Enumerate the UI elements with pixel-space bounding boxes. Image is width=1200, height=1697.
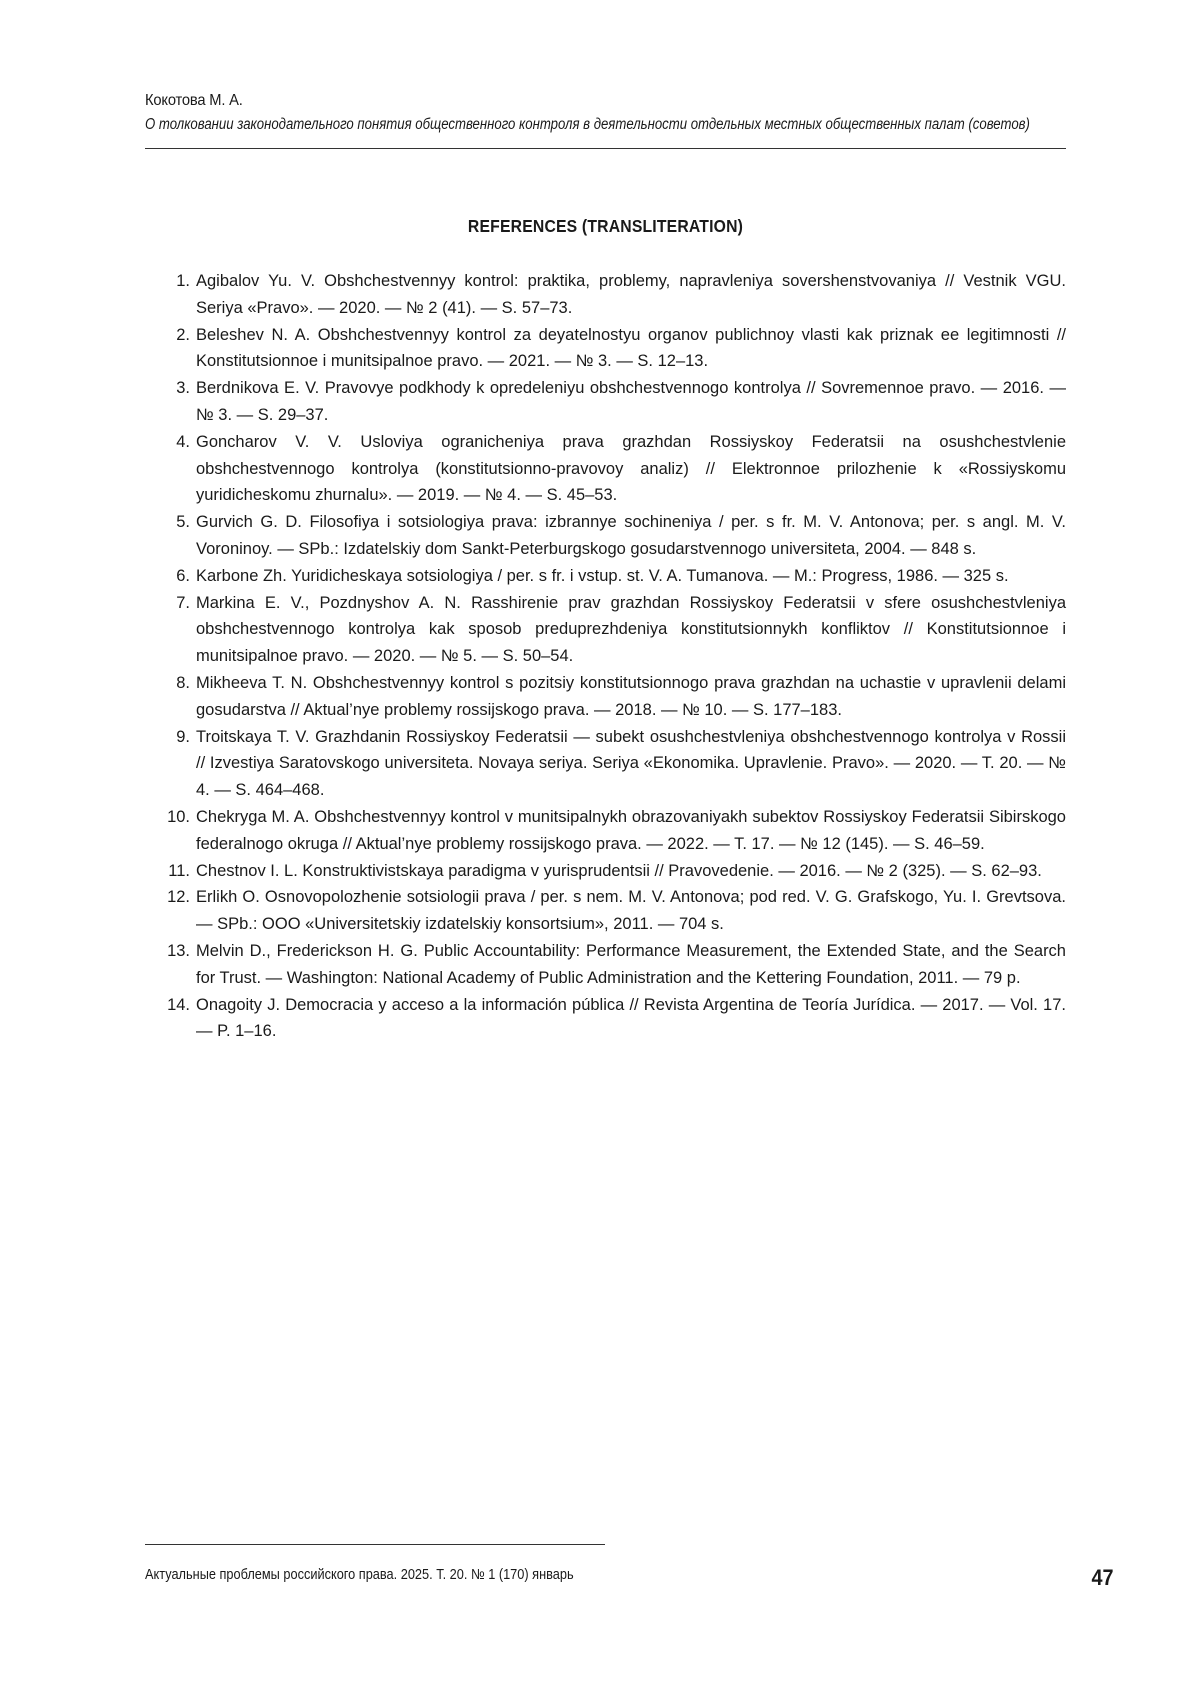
references-heading: REFERENCES (TRANSLITERATION) xyxy=(191,216,1020,237)
reference-text: Mikheeva T. N. Obshchestvennyy kontrol s pozitsiy konstitutsionnogo prava grazhdan na uchastie v upravlenii delami gosudarstva // Aktual’nye problemy rossijskogo prava. — 2018. — № 10. — S. 177–183. xyxy=(196,670,1066,724)
reference-number: 11. xyxy=(145,858,190,885)
reference-item xyxy=(145,804,1066,858)
reference-number: 13. xyxy=(145,938,190,965)
reference-text: Markina E. V., Pozdnyshov A. N. Rasshirenie prav grazhdan Rossiyskoy Federatsii v sfere osushchestvleniya obshchestvennogo kontrolya kak sposob preduprezhdeniya konstitutsionnykh konfliktov // Konstitutsionnoe i munitsipalnoe pravo. — 2020. — № 5. — S. 50–54. xyxy=(196,590,1066,670)
reference-item xyxy=(145,322,1066,376)
reference-item xyxy=(145,670,1066,724)
reference-item xyxy=(145,563,1066,590)
page-number: 47 xyxy=(1091,1565,1113,1591)
reference-text: Chekryga M. A. Obshchestvennyy kontrol v munitsipalnykh obrazovaniyakh subektov Rossiyskoy Federatsii Sibirskogo federalnogo okruga // Aktual’nye problemy rossijskogo prava. — 2022. — T. 17. — № 12 (145). — S. 46–59. xyxy=(196,804,1066,858)
reference-item xyxy=(145,724,1066,804)
reference-item xyxy=(145,375,1066,429)
reference-number: 9. xyxy=(145,724,190,751)
footer-divider xyxy=(145,1544,605,1545)
reference-text: Onagoity J. Democracia y acceso a la información pública // Revista Argentina de Teoría Jurídica. — 2017. — Vol. 17. — P. 1–16. xyxy=(196,992,1066,1046)
reference-number: 14. xyxy=(145,992,190,1019)
footer-journal-info: Актуальные проблемы российского права. 2025. Т. 20. № 1 (170) январь xyxy=(145,1567,574,1583)
reference-number: 3. xyxy=(145,375,190,402)
reference-number: 7. xyxy=(145,590,190,617)
reference-number: 6. xyxy=(145,563,190,590)
reference-text: Goncharov V. V. Usloviya ogranicheniya prava grazhdan Rossiyskoy Federatsii na osushchestvlenie obshchestvennogo kontrolya (konstitutsionno-pravovoy analiz) // Elektronnoe prilozhenie k «Rossiyskomu yuridicheskomu zhurnalu». — 2019. — № 4. — S. 45–53. xyxy=(196,429,1066,509)
reference-number: 12. xyxy=(145,884,190,911)
header-divider xyxy=(145,148,1066,149)
reference-item xyxy=(145,858,1066,885)
reference-number: 5. xyxy=(145,509,190,536)
reference-text: Agibalov Yu. V. Obshchestvennyy kontrol: praktika, problemy, napravleniya sovershenstvovaniya // Vestnik VGU. Seriya «Pravo». — 2020. — № 2 (41). — S. 57–73. xyxy=(196,268,1066,322)
reference-item xyxy=(145,884,1066,938)
reference-text: Melvin D., Frederickson H. G. Public Accountability: Performance Measurement, the Extended State, and the Search for Trust. — Washington: National Academy of Public Administration and the Kettering Foundation, 2011. — 79 p. xyxy=(196,938,1066,992)
reference-item xyxy=(145,938,1066,992)
running-header xyxy=(145,91,1065,135)
reference-number: 4. xyxy=(145,429,190,456)
reference-number: 2. xyxy=(145,322,190,349)
reference-text: Beleshev N. A. Obshchestvennyy kontrol za deyatelnostyu organov publichnoy vlasti kak priznak ee legitimnosti // Konstitutsionnoe i munitsipalnoe pravo. — 2021. — № 3. — S. 12–13. xyxy=(196,322,1066,376)
reference-item xyxy=(145,429,1066,509)
reference-item xyxy=(145,992,1066,1046)
reference-item xyxy=(145,590,1066,670)
reference-text: Gurvich G. D. Filosofiya i sotsiologiya prava: izbrannye sochineniya / per. s fr. M. V. Antonova; per. s angl. M. V. Voroninoy. — SPb.: Izdatelskiy dom Sankt-Peterburgskogo gosudarstvennogo universiteta, 2004. — 848 s. xyxy=(196,509,1066,563)
header-author: Кокотова М. А. xyxy=(145,91,991,111)
reference-item xyxy=(145,268,1066,322)
reference-number: 1. xyxy=(145,268,190,295)
reference-item xyxy=(145,509,1066,563)
reference-number: 10. xyxy=(145,804,190,831)
reference-text: Chestnov I. L. Konstruktivistskaya paradigma v yurisprudentsii // Pravovedenie. — 2016. — № 2 (325). — S. 62–93. xyxy=(196,858,1066,885)
reference-text: Karbone Zh. Yuridicheskaya sotsiologiya / per. s fr. i vstup. st. V. A. Tumanova. — M.: Progress, 1986. — 325 s. xyxy=(196,563,1066,590)
reference-number: 8. xyxy=(145,670,190,697)
references-list xyxy=(145,268,1066,1045)
reference-text: Berdnikova E. V. Pravovye podkhody k opredeleniyu obshchestvennogo kontrolya // Sovremennoe pravo. — 2016. — № 3. — S. 29–37. xyxy=(196,375,1066,429)
reference-text: Erlikh O. Osnovopolozhenie sotsiologii prava / per. s nem. M. V. Antonova; pod red. V. G. Grafskogo, Yu. I. Grevtsova. — SPb.: OOO «Universitetskiy izdatelskiy konsortsium», 2011. — 704 s. xyxy=(196,884,1066,938)
header-article-title: О толковании законодательного понятия общественного контроля в деятельности отдельных местных общественных палат (советов) xyxy=(145,115,927,135)
reference-text: Troitskaya T. V. Grazhdanin Rossiyskoy Federatsii — subekt osushchestvleniya obshchestvennogo kontrolya v Rossii // Izvestiya Saratovskogo universiteta. Novaya seriya. Seriya «Ekonomika. Upravlenie. Pravo». — 2020. — T. 20. — № 4. — S. 464–468. xyxy=(196,724,1066,804)
